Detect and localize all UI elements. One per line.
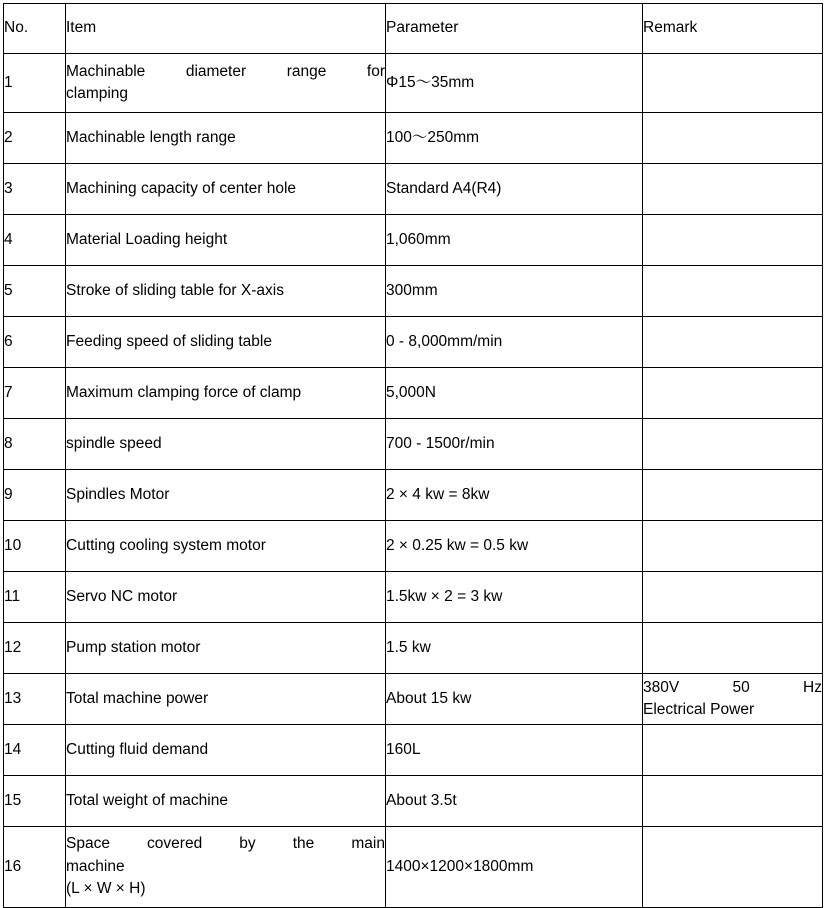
table-header-row bbox=[4, 4, 823, 54]
row-number-cell: 9 bbox=[4, 470, 66, 521]
row-parameter-cell: 2 × 0.25 kw = 0.5 kw bbox=[386, 521, 643, 572]
table-row bbox=[4, 368, 823, 419]
row-remark-cell bbox=[643, 674, 823, 725]
row-remark-cell bbox=[643, 368, 823, 419]
row-remark-cell bbox=[643, 521, 823, 572]
row-parameter-cell: Φ15～35mm bbox=[386, 54, 643, 113]
row-number-cell: 10 bbox=[4, 521, 66, 572]
row-item-cell: Feeding speed of sliding table bbox=[66, 317, 386, 368]
row-remark-cell bbox=[643, 54, 823, 113]
table-row bbox=[4, 572, 823, 623]
row-item-line: clamping bbox=[66, 85, 129, 102]
row-number-cell: 16 bbox=[4, 827, 66, 908]
row-parameter-cell: About 15 kw bbox=[386, 674, 643, 725]
row-number-cell: 1 bbox=[4, 54, 66, 113]
table-row bbox=[4, 54, 823, 113]
column-header-no: No. bbox=[4, 4, 66, 54]
row-remark-line: Electrical Power bbox=[643, 701, 755, 718]
row-number-cell: 5 bbox=[4, 266, 66, 317]
row-remark-cell bbox=[643, 317, 823, 368]
table-row bbox=[4, 266, 823, 317]
row-number-cell: 6 bbox=[4, 317, 66, 368]
table-row bbox=[4, 674, 823, 725]
row-number-cell: 13 bbox=[4, 674, 66, 725]
row-number-cell: 15 bbox=[4, 776, 66, 827]
row-item-cell: Total weight of machine bbox=[66, 776, 386, 827]
row-remark-cell bbox=[643, 266, 823, 317]
table-row bbox=[4, 164, 823, 215]
row-parameter-cell: 2 × 4 kw = 8kw bbox=[386, 470, 643, 521]
row-parameter-cell: 1,060mm bbox=[386, 215, 643, 266]
row-parameter-cell: About 3.5t bbox=[386, 776, 643, 827]
specification-table bbox=[3, 3, 823, 908]
column-header-remark: Remark bbox=[643, 4, 823, 54]
row-number-cell: 12 bbox=[4, 623, 66, 674]
row-number-cell: 11 bbox=[4, 572, 66, 623]
row-item-cell: Material Loading height bbox=[66, 215, 386, 266]
table-row bbox=[4, 113, 823, 164]
row-parameter-cell: 1.5kw × 2 = 3 kw bbox=[386, 572, 643, 623]
row-parameter-cell: 100～250mm bbox=[386, 113, 643, 164]
row-item-cell bbox=[66, 54, 386, 113]
table-row bbox=[4, 725, 823, 776]
row-item-line: Space covered by the main bbox=[66, 835, 385, 853]
row-remark-cell bbox=[643, 470, 823, 521]
row-remark-cell bbox=[643, 623, 823, 674]
row-parameter-cell: 0 - 8,000mm/min bbox=[386, 317, 643, 368]
row-item-line: machine bbox=[66, 857, 125, 875]
row-parameter-cell: 300mm bbox=[386, 266, 643, 317]
row-number-cell: 3 bbox=[4, 164, 66, 215]
row-item-cell bbox=[66, 827, 386, 908]
table-row bbox=[4, 419, 823, 470]
row-item-cell: Spindles Motor bbox=[66, 470, 386, 521]
row-item-cell: Stroke of sliding table for X-axis bbox=[66, 266, 386, 317]
column-header-item: Item bbox=[66, 4, 386, 54]
row-remark-cell bbox=[643, 113, 823, 164]
row-number-cell: 4 bbox=[4, 215, 66, 266]
row-remark-cell bbox=[643, 827, 823, 908]
row-item-line: (L × W × H) bbox=[66, 880, 146, 898]
row-remark-cell bbox=[643, 725, 823, 776]
row-item-cell: Cutting cooling system motor bbox=[66, 521, 386, 572]
row-item-cell: Servo NC motor bbox=[66, 572, 386, 623]
table-row bbox=[4, 623, 823, 674]
table-row bbox=[4, 776, 823, 827]
row-item-cell: Machinable length range bbox=[66, 113, 386, 164]
row-remark-cell bbox=[643, 164, 823, 215]
row-item-cell: Machining capacity of center hole bbox=[66, 164, 386, 215]
row-number-cell: 14 bbox=[4, 725, 66, 776]
row-item-cell: Total machine power bbox=[66, 674, 386, 725]
row-parameter-cell: 1400×1200×1800mm bbox=[386, 827, 643, 908]
row-item-cell: Maximum clamping force of clamp bbox=[66, 368, 386, 419]
row-number-cell: 7 bbox=[4, 368, 66, 419]
row-remark-cell bbox=[643, 419, 823, 470]
column-header-parameter: Parameter bbox=[386, 4, 643, 54]
row-remark-cell bbox=[643, 572, 823, 623]
row-number-cell: 2 bbox=[4, 113, 66, 164]
table-row bbox=[4, 317, 823, 368]
table-row bbox=[4, 521, 823, 572]
row-parameter-cell: 1.5 kw bbox=[386, 623, 643, 674]
row-number-cell: 8 bbox=[4, 419, 66, 470]
row-parameter-cell: 700 - 1500r/min bbox=[386, 419, 643, 470]
row-parameter-cell: 160L bbox=[386, 725, 643, 776]
table-row bbox=[4, 470, 823, 521]
row-remark-cell bbox=[643, 776, 823, 827]
row-item-cell: Cutting fluid demand bbox=[66, 725, 386, 776]
row-item-line: Machinable diameter range for bbox=[66, 62, 385, 80]
table-row bbox=[4, 827, 823, 908]
row-item-cell: spindle speed bbox=[66, 419, 386, 470]
table-row bbox=[4, 215, 823, 266]
row-remark-cell bbox=[643, 215, 823, 266]
row-parameter-cell: 5,000N bbox=[386, 368, 643, 419]
row-item-cell: Pump station motor bbox=[66, 623, 386, 674]
row-remark-line: 380V 50 Hz bbox=[643, 678, 822, 696]
row-parameter-cell: Standard A4(R4) bbox=[386, 164, 643, 215]
